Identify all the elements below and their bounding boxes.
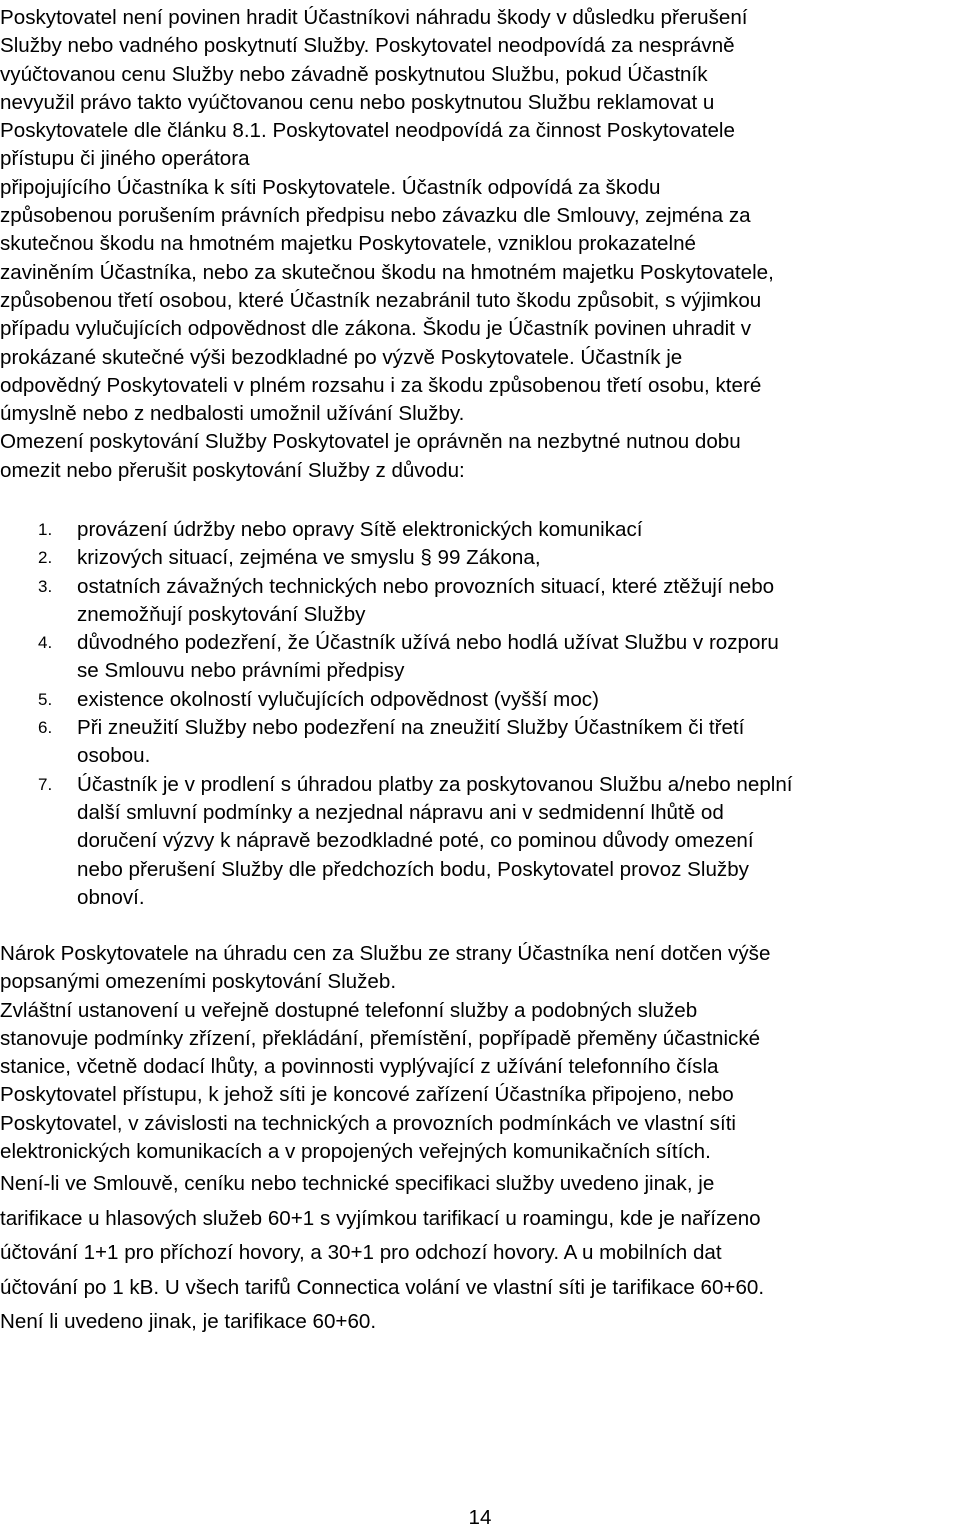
paragraph-liability bbox=[0, 4, 958, 485]
page-number bbox=[0, 1506, 960, 1530]
list-item-text: doručení výzvy k nápravě bezodkladné poté, co pominou důvody omezení bbox=[77, 829, 754, 853]
text-line: stanice, včetně dodací lhůty, a povinnosti vyplývající z užívání telefonního čísla bbox=[0, 1055, 719, 1079]
list-item-number: 2. bbox=[38, 548, 53, 568]
list-item bbox=[0, 544, 958, 572]
text-line: nevyužil právo takto vyúčtovanou cenu nebo poskytnutou Službu reklamovat u bbox=[0, 90, 715, 114]
text-line: Není li uvedeno jinak, je tarifikace 60+60. bbox=[0, 1310, 377, 1333]
text-line: popsanými omezeními poskytování Služeb. bbox=[0, 970, 397, 994]
list-item bbox=[0, 714, 958, 771]
paragraph-tariffs bbox=[0, 1167, 958, 1340]
list-item-number: 7. bbox=[38, 774, 53, 794]
list-item-text: další smluvní podmínky a nezjednal nápravu ani v sedmidenní lhůtě od bbox=[77, 800, 724, 824]
list-item-number: 5. bbox=[38, 689, 53, 709]
text-line: přístupu či jiného operátora bbox=[0, 147, 250, 171]
list-item-text: krizových situací, zejména ve smyslu § 99 Zákona, bbox=[77, 546, 541, 570]
text-line: úmyslně nebo z nedbalosti umožnil užívání Služby. bbox=[0, 402, 465, 426]
text-line: účtování po 1 kB. U všech tarifů Connectica volání ve vlastní síti je tarifikace 60+60. bbox=[0, 1275, 765, 1299]
list-item-text: obnoví. bbox=[77, 885, 145, 909]
list-item-number: 6. bbox=[38, 718, 53, 738]
list-item-text: důvodného podezření, že Účastník užívá nebo hodlá užívat Službu v rozporu bbox=[77, 631, 779, 655]
text-line: Služby nebo vadného poskytnutí Služby. Poskytovatel neodpovídá za nesprávně bbox=[0, 34, 735, 58]
text-line: Poskytovatel, v závislosti na technických a provozních podmínkách ve vlastní síti bbox=[0, 1111, 736, 1135]
list-item-number: 4. bbox=[38, 633, 53, 653]
list-item-text: ostatních závažných technických nebo provozních situací, které ztěžují nebo bbox=[77, 574, 775, 598]
text-line: Nárok Poskytovatele na úhradu cen za Službu ze strany Účastníka není dotčen výše bbox=[0, 942, 771, 965]
text-line: omezit nebo přerušit poskytování Služby z důvodu: bbox=[0, 458, 465, 482]
page-number-text: 14 bbox=[468, 1506, 492, 1529]
list-item bbox=[0, 686, 958, 714]
text-line: účtování 1+1 pro příchozí hovory, a 30+1 pro odchozí hovory. A u mobilních dat bbox=[0, 1241, 722, 1264]
text-line: tarifikace u hlasových služeb 60+1 s vyjímkou tarifikací u roamingu, kde je nařízeno bbox=[0, 1206, 761, 1230]
text-line: odpovědný Poskytovateli v plném rozsahu i za škodu způsobenou třetí osobu, které bbox=[0, 373, 762, 397]
list-item-number: 1. bbox=[38, 520, 53, 539]
list-item-text: existence okolností vylučujících odpovědnost (vyšší moc) bbox=[77, 687, 599, 711]
list-item-text: Účastník je v prodlení s úhradou platby za poskytovanou Službu a/nebo neplní bbox=[77, 772, 793, 796]
text-line: Poskytovatele dle článku 8.1. Poskytovatel neodpovídá za činnost Poskytovatele bbox=[0, 119, 735, 143]
text-line: způsobenou třetí osobou, které Účastník nezabránil tuto škodu způsobit, s výjimkou bbox=[0, 288, 762, 312]
list-item-text: osobou. bbox=[77, 744, 151, 768]
text-line: Není-li ve Smlouvě, ceníku nebo technické specifikaci služby uvedeno jinak, je bbox=[0, 1172, 715, 1195]
text-line: Zvláštní ustanovení u veřejně dostupné telefonní služby a podobných služeb bbox=[0, 998, 698, 1022]
list-item bbox=[0, 573, 958, 630]
list-item bbox=[0, 629, 958, 686]
list-item-text: znemožňují poskytování Služby bbox=[77, 602, 366, 626]
text-line: stanovuje podmínky zřízení, překládání, přemístění, popřípadě přeměny účastnické bbox=[0, 1026, 761, 1050]
restriction-reasons-list bbox=[0, 516, 958, 912]
text-line: Poskytovatel není povinen hradit Účastníkovi náhradu škody v důsledku přerušení bbox=[0, 6, 748, 29]
text-line: případu vylučujících odpovědnost dle zákona. Škodu je Účastník povinen uhradit v bbox=[0, 317, 751, 341]
list-item-number: 3. bbox=[38, 576, 53, 596]
list-item-text: provázení údržby nebo opravy Sítě elektronických komunikací bbox=[77, 518, 643, 541]
list-item bbox=[0, 771, 958, 912]
text-line: Poskytovatel přístupu, k jehož síti je koncové zařízení Účastníka připojeno, nebo bbox=[0, 1083, 734, 1107]
text-line: způsobenou porušením právních předpisu nebo závazku dle Smlouvy, zejména za bbox=[0, 204, 751, 228]
text-line: elektronických komunikacích a v propojených veřejných komunikačních sítích. bbox=[0, 1140, 711, 1164]
list-item-text: nebo přerušení Služby dle předchozích bodu, Poskytovatel provoz Služby bbox=[77, 857, 749, 881]
text-line: zaviněním Účastníka, nebo za skutečnou škodu na hmotném majetku Poskytovatele, bbox=[0, 260, 774, 284]
list-item-text: Při zneužití Služby nebo podezření na zneužití Služby Účastníkem či třetí bbox=[77, 716, 745, 740]
text-line: připojujícího Účastníka k síti Poskytovatele. Účastník odpovídá za škodu bbox=[0, 175, 661, 199]
list-item bbox=[0, 516, 958, 544]
text-line: vyúčtovanou cenu Služby nebo závadně poskytnutou Službu, pokud Účastník bbox=[0, 62, 708, 86]
list-item-text: se Smlouvu nebo právními předpisy bbox=[77, 659, 405, 683]
text-line: skutečnou škodu na hmotném majetku Poskytovatele, vzniklou prokazatelné bbox=[0, 232, 696, 256]
paragraph-special-provisions bbox=[0, 940, 958, 1166]
text-line: Omezení poskytování Služby Poskytovatel je oprávněn na nezbytné nutnou dobu bbox=[0, 430, 741, 454]
text-line: prokázané skutečné výši bezodkladné po výzvě Poskytovatele. Účastník je bbox=[0, 345, 683, 369]
